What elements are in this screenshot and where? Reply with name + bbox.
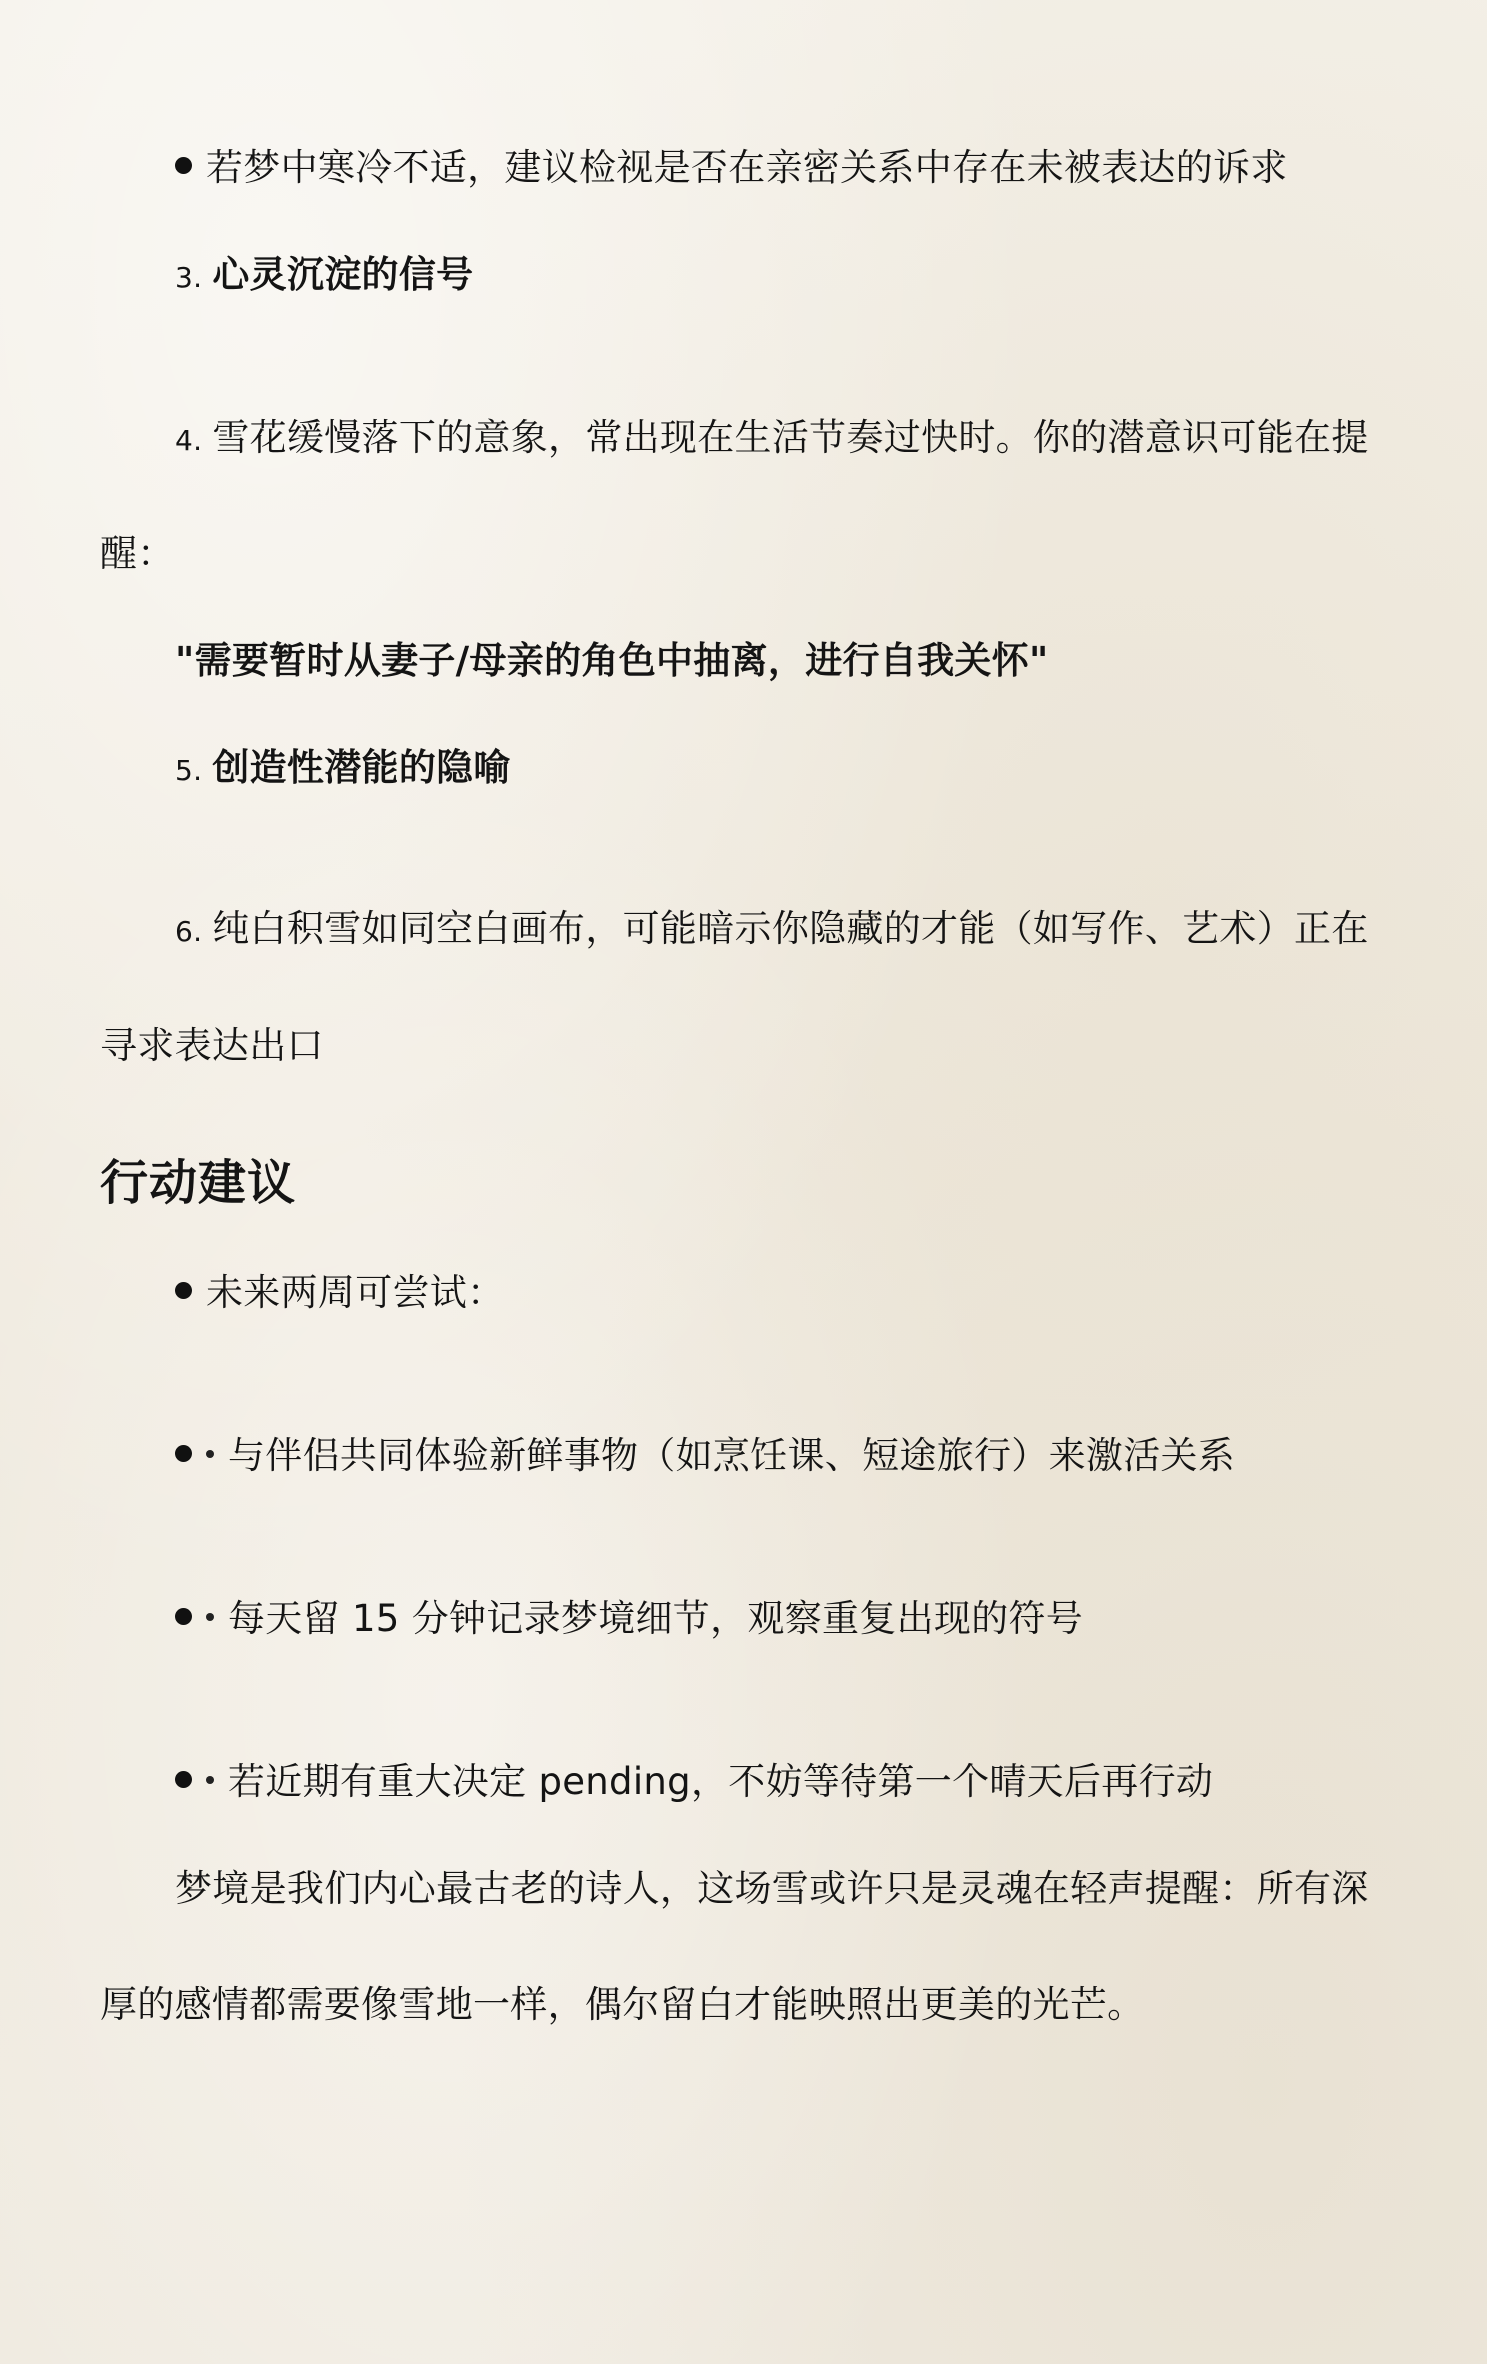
action-text: 未来两周可尝试： <box>206 1271 505 1314</box>
action-text: 与伴侣共同体验新鲜事物（如烹饪课、短途旅行）来激活关系 <box>228 1434 1236 1477</box>
bullet-icon <box>175 1282 192 1299</box>
action-item <box>0 1431 1487 1481</box>
item-text: 雪花缓慢落下的意象，常出现在生活节奏过快时。你的潜意识可能在提 <box>212 416 1369 459</box>
closing-paragraph <box>0 1864 1487 1914</box>
bullet-text: 若梦中寒冷不适，建议检视是否在亲密关系中存在未被表达的诉求 <box>206 146 1288 189</box>
action-text: 每天留 15 分钟记录梦境细节，观察重复出现的符号 <box>228 1597 1084 1640</box>
item-number: 4. <box>175 424 203 457</box>
item-number: 5. <box>175 754 203 787</box>
item-number: 3. <box>175 261 203 294</box>
item-text: 寻求表达出口 <box>100 1024 324 1067</box>
item-number: 6. <box>175 915 203 948</box>
bullet-icon <box>175 1771 192 1788</box>
numbered-item-3 <box>0 250 1487 303</box>
sub-bullet-icon <box>206 1450 214 1458</box>
bullet-item-intimacy <box>0 143 1487 193</box>
item-title: 心灵沉淀的信号 <box>212 253 474 296</box>
numbered-item-4 <box>0 413 1487 466</box>
bullet-icon <box>175 157 192 174</box>
item-text: 醒： <box>100 532 175 575</box>
bullet-icon <box>175 1608 192 1625</box>
numbered-item-5 <box>0 743 1487 796</box>
closing-text: 梦境是我们内心最古老的诗人，这场雪或许只是灵魂在轻声提醒：所有深 <box>175 1867 1369 1910</box>
bullet-icon <box>175 1445 192 1462</box>
numbered-item-6-continuation <box>0 1021 1487 1071</box>
numbered-item-6 <box>0 904 1487 957</box>
action-item <box>0 1268 1487 1318</box>
closing-paragraph-continuation <box>0 1980 1487 2030</box>
closing-text: 厚的感情都需要像雪地一样，偶尔留白才能映照出更美的光芒。 <box>100 1983 1145 2026</box>
sub-bullet-icon <box>206 1776 214 1784</box>
quote-line <box>0 636 1487 686</box>
numbered-item-4-continuation <box>0 529 1487 579</box>
action-item <box>0 1757 1487 1807</box>
action-text: 若近期有重大决定 pending，不妨等待第一个晴天后再行动 <box>228 1760 1214 1803</box>
quote-text: "需要暂时从妻子/母亲的角色中抽离，进行自我关怀" <box>175 639 1049 682</box>
item-title: 创造性潜能的隐喻 <box>212 746 511 789</box>
section-heading: 行动建议 <box>100 1155 297 1211</box>
sub-bullet-icon <box>206 1613 214 1621</box>
action-item <box>0 1594 1487 1644</box>
item-text: 纯白积雪如同空白画布，可能暗示你隐藏的才能（如写作、艺术）正在 <box>212 907 1369 950</box>
